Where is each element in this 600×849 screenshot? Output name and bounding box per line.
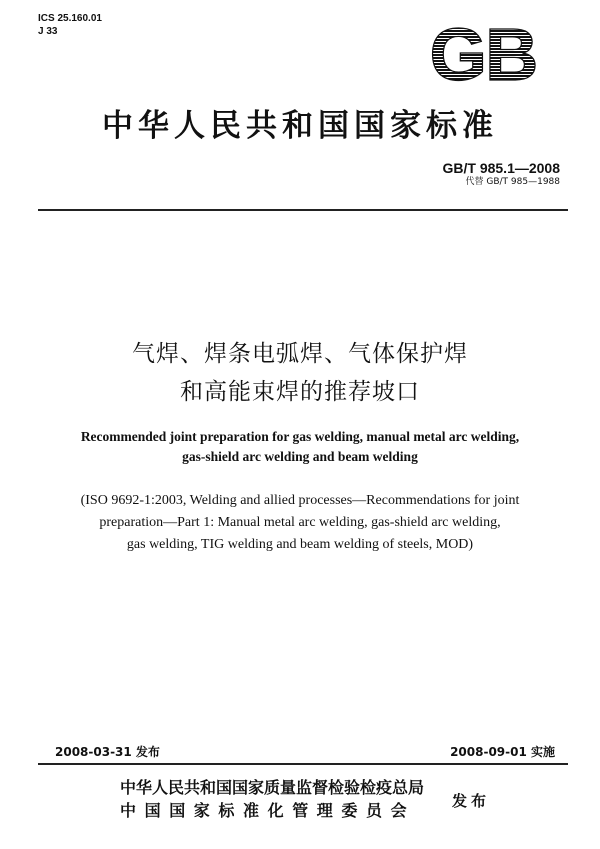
- iso-reference: [0, 490, 600, 556]
- english-title: [0, 427, 600, 467]
- implement-date: 2008-09-01 实施: [450, 745, 555, 759]
- chinese-title-line1: 气焊、焊条电弧焊、气体保护焊: [132, 341, 468, 367]
- chinese-title: [0, 335, 600, 411]
- publish-date: 2008-03-31 发布: [55, 745, 160, 759]
- iso-reference-line3: gas welding, TIG welding and beam welding of steels, MOD): [126, 537, 474, 552]
- english-title-line2: gas-shield arc welding and beam welding: [182, 449, 418, 464]
- issuing-authorities: [120, 776, 424, 822]
- standard-number-block: [442, 160, 560, 188]
- issuer-aqsiq: 中华人民共和国国家质量监督检验检疫总局: [120, 778, 425, 797]
- issue-label: 发布: [452, 792, 491, 810]
- gb-logo-text: GB: [429, 18, 537, 90]
- ics-code: ICS 25.160.01: [38, 13, 102, 24]
- classification-codes: [38, 12, 102, 38]
- iso-reference-line1: (ISO 9692-1:2003, Welding and allied processes—Recommendations for joint: [80, 493, 520, 508]
- standard-number: GB/T 985.1—2008: [442, 160, 560, 176]
- issuer-sac: 中国国家标准化管理委员会: [120, 801, 416, 820]
- english-title-line1: Recommended joint preparation for gas welding, manual metal arc welding,: [80, 429, 520, 444]
- chinese-title-line2: 和高能束焊的推荐坡口: [180, 379, 420, 405]
- iso-reference-line2: preparation—Part 1: Manual metal arc welding, gas-shield arc welding,: [99, 515, 501, 530]
- footer-divider: [38, 763, 568, 765]
- replaces-standard: 代替 GB/T 985—1988: [465, 177, 560, 187]
- national-standard-title: 中华人民共和国国家标准: [102, 108, 498, 144]
- gb-logo: [408, 18, 558, 90]
- header-divider: [38, 209, 568, 211]
- ccs-code: J 33: [38, 26, 58, 37]
